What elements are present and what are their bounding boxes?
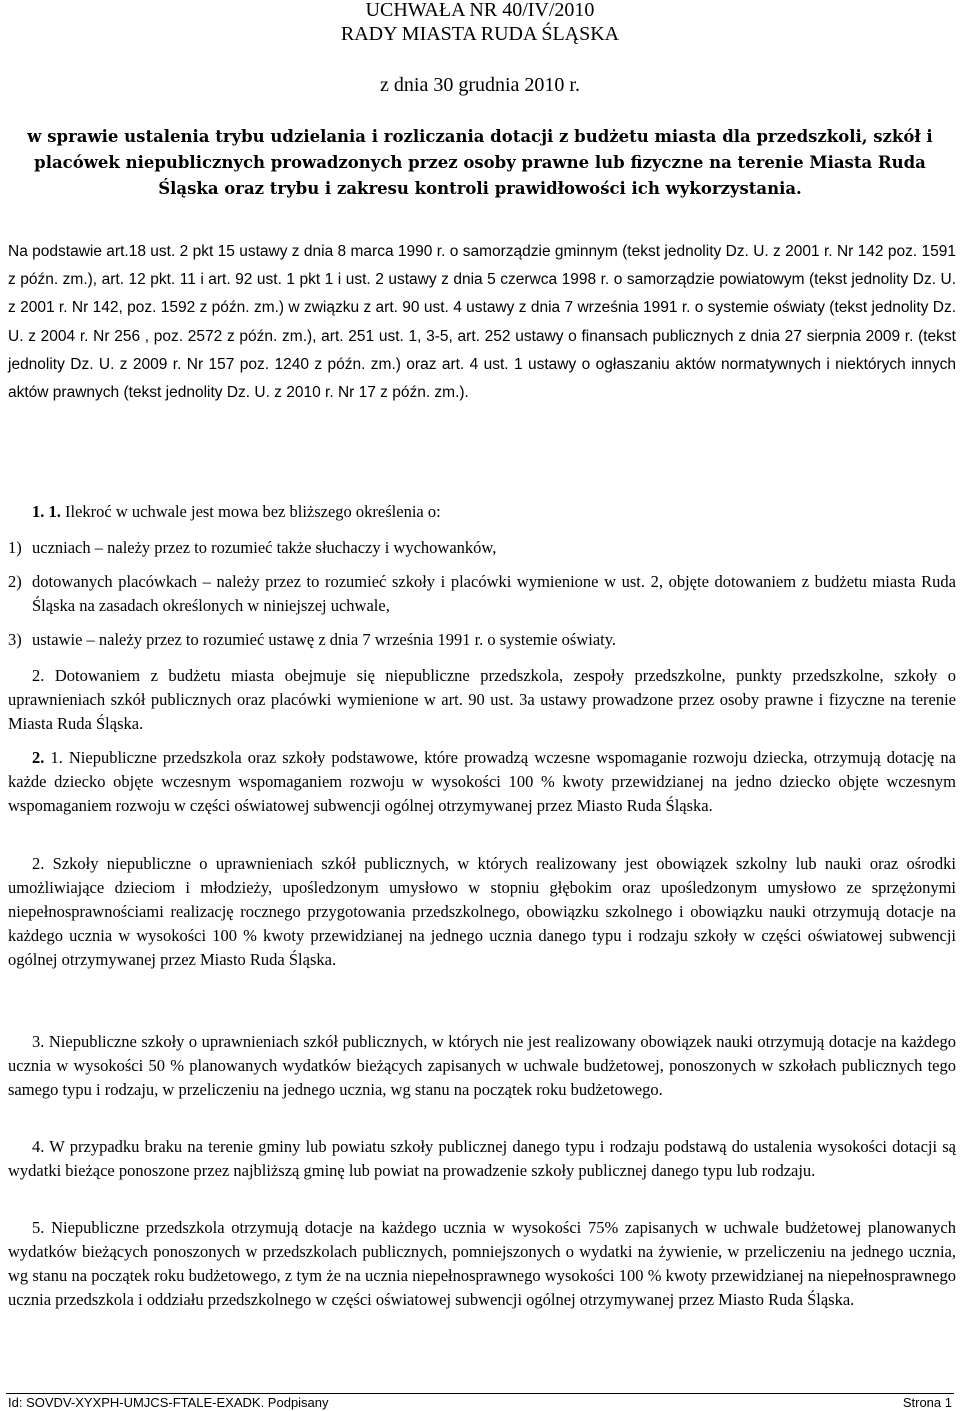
footer-divider bbox=[6, 1393, 954, 1394]
definition-item bbox=[8, 570, 956, 618]
definition-item-number: 3) bbox=[8, 630, 22, 649]
definition-item-number: 1) bbox=[8, 538, 22, 557]
definition-item-number: 2) bbox=[8, 572, 22, 591]
section-1-point-2-text: 2. Dotowaniem z budżetu miasta obejmuje się niepubliczne przedszkola, zespoły przedszkolne, punkty przedszkolne, szkoły o uprawnieniach szkół publicznych oraz placówki wymienione w art. 90 ust. 3a ustawy prowadzone przez osoby prawne i fizyczne na terenie Miasta Ruda Śląska. bbox=[8, 666, 956, 733]
section-2-point-5-text: 5. Niepubliczne przedszkola otrzymują dotacje na każdego ucznia w wysokości 75% zapisanych w uchwale budżetowej planowanych wydatków bieżących ponoszonych w przedszkolach publicznych, pomniejszonych o wydatki na żywienie, w przeliczeniu na jednego ucznia, wg stanu na początek roku budżetowego, z tym że na ucznia niepełnosprawnego wysokości 100 % kwoty przewidzianej na niepełnosprawnego ucznia przedszkola i oddziału przedszkolnego w części oświatowej subwencji ogólnej otrzymywanej przez Miasto Ruda Śląska. bbox=[8, 1218, 956, 1309]
section-1-point-2 bbox=[8, 664, 956, 736]
section-1-intro-text: Ilekroć w uchwale jest mowa bez bliższego określenia o: bbox=[60, 502, 441, 521]
document-id: Id: SOVDV-XYXPH-UMJCS-FTALE-EXADK. Podpisany bbox=[8, 1395, 329, 1410]
section-2-point-4-text: 4. W przypadku braku na terenie gminy lub powiatu szkoły publicznej danego typu i rodzaju podstawą do ustalenia wysokości dotacji są wydatki bieżące ponoszone przez najbliższą gminę lub powiat na prowadzenie szkoły publicznej danego typu lub rodzaju. bbox=[8, 1137, 956, 1180]
section-2-point-4 bbox=[8, 1135, 956, 1183]
section-2-point-1-text: 1. Niepubliczne przedszkola oraz szkoły podstawowe, które prowadzą wczesne wspomaganie rozwoju dziecka, otrzymują dotację na każde dziecko objęte wczesnym wspomaganiem rozwoju w wysokości 100 % kwoty przewidzianej na jedno dziecko objęte wczesnym wspomaganiem rozwoju w części oświatowej subwencji ogólnej otrzymywanej przez Miasto Ruda Śląska. bbox=[8, 748, 956, 815]
definition-item-text: ustawie – należy przez to rozumieć ustawę z dnia 7 września 1991 r. o systemie oświaty. bbox=[32, 630, 617, 649]
section-2-point-3-text: 3. Niepubliczne szkoły o uprawnieniach szkół publicznych, w których nie jest realizowany obowiązek nauki otrzymują dotacje na każdego ucznia w wysokości 50 % planowanych wydatków bieżących zapisanych w uchwale budżetowej, ponoszonych w szkołach publicznych tego samego typu i rodzaju, w przeliczeniu na jednego ucznia, wg stanu na początek roku budżetowego. bbox=[8, 1032, 956, 1099]
definition-item bbox=[8, 536, 956, 560]
resolution-date: z dnia 30 grudnia 2010 r. bbox=[380, 74, 580, 96]
section-2-point-5 bbox=[8, 1216, 956, 1312]
resolution-title: w sprawie ustalenia trybu udzielania i rozliczania dotacji z budżetu miasta dla przedszkoli, szkół i placówek niepublicznych prowadzonych przez osoby prawne lub fizyczne na terenie Miasta Ruda Śląska oraz trybu i zakresu kontroli prawidłowości ich wykorzystania. bbox=[27, 127, 933, 198]
section-1-intro bbox=[8, 500, 956, 524]
page-number: Strona 1 bbox=[902, 1395, 952, 1410]
section-2-point-3 bbox=[8, 1030, 956, 1102]
section-2-point-1 bbox=[8, 746, 956, 818]
definition-item-text: dotowanych placówkach – należy przez to rozumieć szkoły i placówki wymienione w ust. 2, objęte dotowaniem z budżetu miasta Ruda Śląska na zasadach określonych w niniejszej uchwale, bbox=[32, 572, 956, 615]
council-name: RADY MIASTA RUDA ŚLĄSKA bbox=[340, 23, 620, 45]
legal-basis-preamble: Na podstawie art.18 ust. 2 pkt 15 ustawy z dnia 8 marca 1990 r. o samorządzie gminnym (tekst jednolity Dz. U. z 2001 r. Nr 142 poz. 1591 z późn. zm.), art. 12 pkt. 11 i art. 92 ust. 1 pkt 1 i ust. 2 ustawy z dnia 5 czerwca 1998 r. o samorządzie powiatowym (tekst jednolity Dz. U. z 2001 r. Nr 142, poz. 1592 z późn. zm.) w związku z art. 90 ust. 4 ustawy z dnia 7 września 1991 r. o systemie oświaty (tekst jednolity Dz. U. z 2004 r. Nr 256 , poz. 2572 z późn. zm.), art. 251 ust. 1, 3-5, art. 252 ustawy o finansach publicznych z dnia 27 sierpnia 2009 r. (tekst jednolity Dz. U. z 2009 r. Nr 157 poz. 1240 z późn. zm.) oraz art. 4 ust. 1 ustawy o ogłaszaniu aktów normatywnych i niektórych innych aktów prawnych (tekst jednolity Dz. U. z 2010 r. Nr 17 z późn. zm.). bbox=[8, 243, 956, 402]
resolution-number: UCHWAŁA NR 40/IV/2010 bbox=[365, 0, 595, 21]
definition-item-text: uczniach – należy przez to rozumieć także słuchaczy i wychowanków, bbox=[32, 538, 497, 557]
section-2-point-2 bbox=[8, 852, 956, 972]
section-2-point-2-text: 2. Szkoły niepubliczne o uprawnieniach szkół publicznych, w których realizowany jest obowiązek szkolny lub nauki oraz ośrodki umożliwiające dzieciom i młodzieży, upośledzonym umysłowo w stopniu głębokim oraz upośledzonym umysłowo ze sprzężonymi niepełnosprawnościami realizację rocznego przygotowania przedszkolnego, obowiązku szkolnego i obowiązku nauki otrzymują dotacje na każdego ucznia w wysokości 100 % kwoty przewidzianej na jednego ucznia danego typu i rodzaju szkoły w części oświatowej subwencji ogólnej otrzymywanej przez Miasto Ruda Śląska. bbox=[8, 854, 956, 969]
section-1 bbox=[8, 500, 956, 524]
definition-item bbox=[8, 628, 956, 652]
section-2-label: 2. bbox=[32, 748, 45, 767]
section-1-label: 1. 1. bbox=[32, 502, 61, 521]
